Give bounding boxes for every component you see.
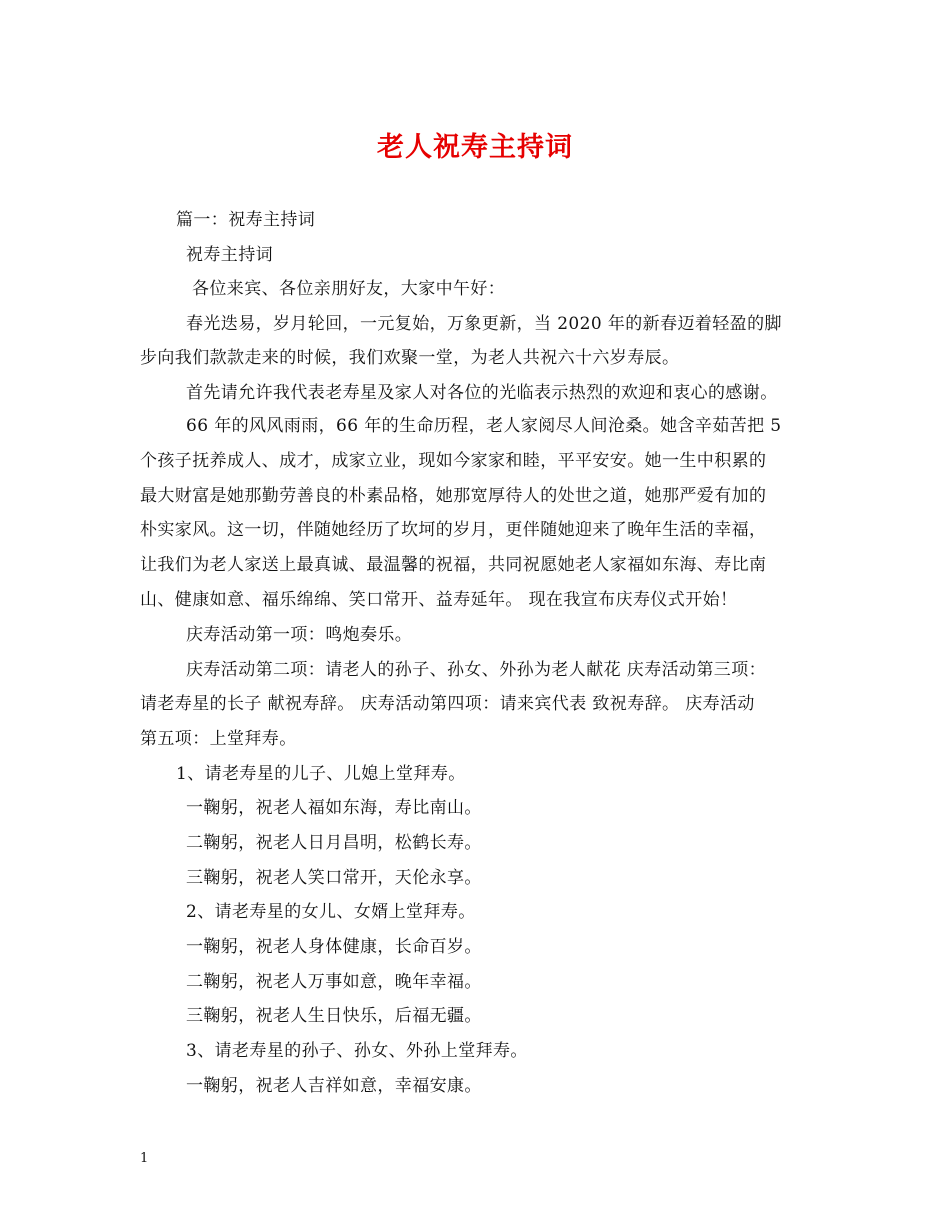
paragraph-line: 66 年的风风雨雨，66 年的生命历程，老人家阅尽人间沧桑。她含辛茹苦把 5 [186,416,782,436]
list-item: 三鞠躬，祝老人生日快乐，后福无疆。 [186,1006,482,1026]
list-item: 一鞠躬，祝老人身体健康，长命百岁。 [186,937,482,957]
list-item: 2、请老寿星的女儿、女婿上堂拜寿。 [186,902,476,922]
paragraph-line: 让我们为老人家送上最真诚、最温馨的祝福，共同祝愿她老人家福如东海、寿比南 [140,555,767,575]
paragraph-line: 春光迭易，岁月轮回，一元复始，万象更新，当 2020 年的新春迈着轻盈的脚 [186,314,782,334]
list-item: 1、请老寿星的儿子、儿媳上堂拜寿。 [176,764,466,784]
list-item: 三鞠躬，祝老人笑口常开，天伦永享。 [186,868,482,888]
page-title: 老人祝寿主持词 [377,132,573,163]
paragraph-line: 朴实家风。这一切，伴随她经历了坎坷的岁月，更伴随她迎来了晚年生活的幸福， [140,520,767,540]
page-number: 1 [140,1151,149,1166]
activity-item: 庆寿活动第一项：鸣炮奏乐。 [186,625,413,645]
greeting-line: 各位来宾、各位亲朋好友，大家中午好： [192,279,506,299]
list-item: 一鞠躬，祝老人福如东海，寿比南山。 [186,798,482,818]
paragraph-line: 请老寿星的长子 献祝寿辞。 庆寿活动第四项：请来宾代表 致祝寿辞。 庆寿活动 [140,694,755,714]
subheading: 祝寿主持词 [186,245,273,265]
list-item: 3、请老寿星的孙子、孙女、外孙上堂拜寿。 [186,1041,528,1061]
paragraph-line: 第五项：上堂拜寿。 [140,729,297,749]
list-item: 一鞠躬，祝老人吉祥如意，幸福安康。 [186,1076,482,1096]
list-item: 二鞠躬，祝老人万事如意，晚年幸福。 [186,972,482,992]
section-heading: 篇一：祝寿主持词 [176,210,316,230]
paragraph-line: 最大财富是她那勤劳善良的朴素品格，她那宽厚待人的处世之道，她那严爱有加的 [140,486,767,506]
paragraph-line: 步向我们款款走来的时候，我们欢聚一堂，为老人共祝六十六岁寿辰。 [140,348,680,368]
list-item: 二鞠躬，祝老人日月昌明，松鹤长寿。 [186,833,482,853]
paragraph-line: 首先请允许我代表老寿星及家人对各位的光临表示热烈的欢迎和衷心的感谢。 [186,383,778,403]
paragraph-line: 山、健康如意、福乐绵绵、笑口常开、益寿延年。 现在我宣布庆寿仪式开始！ [140,590,738,610]
paragraph-line: 庆寿活动第二项：请老人的孙子、孙女、外孙为老人献花 庆寿活动第三项： [186,660,767,680]
paragraph-line: 个孩子抚养成人、成才，成家立业，现如今家家和睦，平平安安。她一生中积累的 [140,451,767,471]
